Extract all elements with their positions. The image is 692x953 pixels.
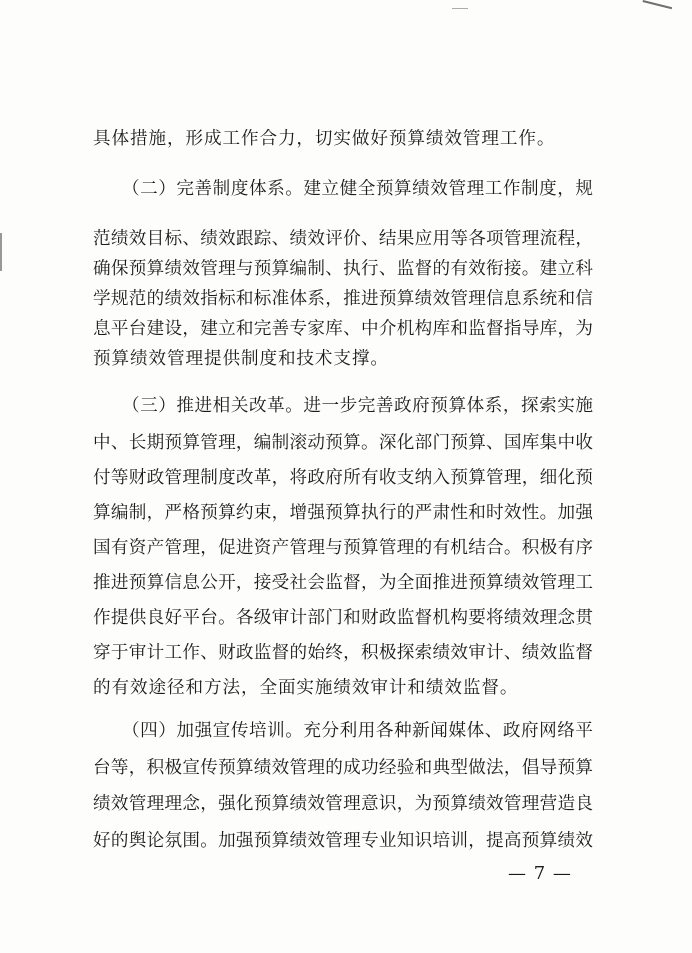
body-text-line: 绩效管理理念，强化预算绩效管理意识，为预算绩效管理营造良 xyxy=(93,794,593,814)
paragraph-heading-line: （二）完善制度体系。建立健全预算绩效管理工作制度，规 xyxy=(122,179,593,199)
scan-artifact-mark xyxy=(640,0,672,19)
body-text-line: 范绩效目标、绩效跟踪、绩效评价、结果应用等各项管理流程， xyxy=(93,229,593,249)
page-number: — 7 — xyxy=(508,863,572,884)
body-text-line: 台等，积极宣传预算绩效管理的成功经验和典型做法，倡导预算 xyxy=(93,758,593,778)
scan-artifact-mark xyxy=(452,8,468,9)
body-text-line: 学规范的绩效指标和标准体系，推进预算绩效管理信息系统和信 xyxy=(93,289,593,309)
body-text-line: 息平台建设，建立和完善专家库、中介机构库和监督指导库，为 xyxy=(93,319,593,339)
body-text-line: 中、长期预算管理，编制滚动预算。深化部门预算、国库集中收 xyxy=(93,433,593,453)
body-text-line: 的有效途径和方法，全面实施绩效审计和绩效监督。 xyxy=(93,678,519,698)
paragraph-heading-line: （三）推进相关改革。进一步完善政府预算体系，探索实施 xyxy=(122,396,593,416)
body-text-line: 作提供良好平台。各级审计部门和财政监督机构要将绩效理念贯 xyxy=(93,608,593,628)
body-text-line: 具体措施，形成工作合力，切实做好预算绩效管理工作。 xyxy=(93,129,556,149)
body-text-line: 确保预算绩效管理与预算编制、执行、监督的有效衔接。建立科 xyxy=(93,259,593,279)
body-text-line: 预算绩效管理提供制度和技术支撑。 xyxy=(93,349,389,369)
scan-artifact-mark xyxy=(0,233,2,271)
body-text-line: 穿于审计工作、财政监督的始终，积极探索绩效审计、绩效监督 xyxy=(93,643,593,663)
paragraph-heading-line: （四）加强宣传培训。充分利用各种新闻媒体、政府网络平 xyxy=(122,721,593,741)
body-text-line: 国有资产管理，促进资产管理与预算管理的有机结合。积极有序 xyxy=(93,538,593,558)
body-text-line: 好的舆论氛围。加强预算绩效管理专业知识培训，提高预算绩效 xyxy=(93,831,593,851)
body-text-line: 推进预算信息公开，接受社会监督，为全面推进预算绩效管理工 xyxy=(93,573,593,593)
body-text-line: 付等财政管理制度改革，将政府所有收支纳入预算管理，细化预 xyxy=(93,468,593,488)
body-text-line: 算编制，严格预算约束，增强预算执行的严肃性和时效性。加强 xyxy=(93,503,593,523)
